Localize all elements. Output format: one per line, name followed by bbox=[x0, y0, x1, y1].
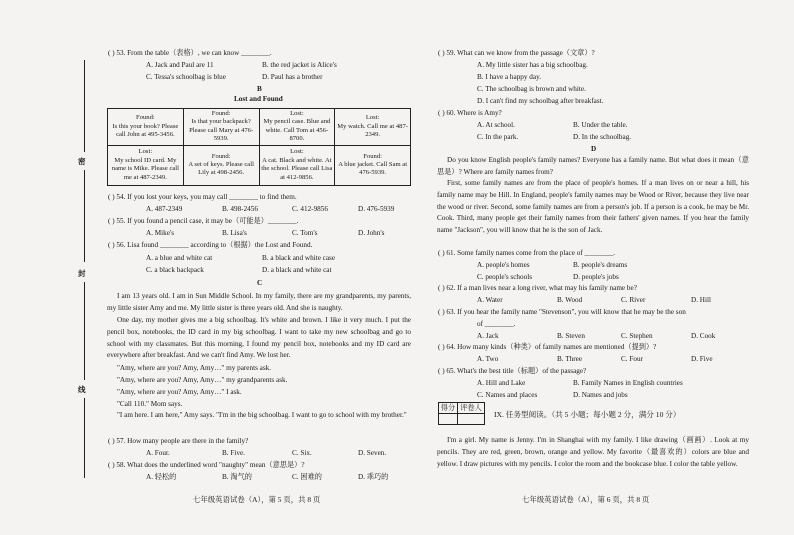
q59-option-a: A. My little sister has a big schoolbag. bbox=[477, 61, 588, 69]
q57-option-c: C. Six. bbox=[292, 449, 312, 457]
passage-c-line-3: "Amy, where are you? Amy, Amy…" my parents ask. bbox=[117, 364, 272, 372]
passage-d-paragraph-2: First, some family names are from the place of people's homes. If a man lives on or near a hill, his family name may be Hill. In England, people's family names may be Wood or River, because they live near the wood or river. Second, some family names are from a person's job. If a person is a cook, he may be Mr. Cook. Third, many people get their family names from their fathers' given names. If you hear the family name "Jackson", you will know that he is the son of Jack. bbox=[437, 179, 749, 235]
lost-and-found-table bbox=[107, 108, 411, 186]
q55-option-a: A. Mike's bbox=[146, 229, 175, 237]
q60-option-a: A. At school. bbox=[477, 121, 515, 129]
question-65-stem: ( ) 65. What's the best title（标题）of the passage? bbox=[438, 367, 587, 375]
q56-option-a: A. a blue and white cat bbox=[146, 254, 213, 262]
q63-option-a: A. Jack bbox=[477, 332, 499, 340]
q53-option-c: C. Tessa's schoolbag is blue bbox=[146, 73, 226, 81]
passage-d-paragraph-1: Do you know English people's family names? Everyone has a family name. But what does it mean（意思是）? Where are family names from? bbox=[437, 156, 749, 176]
question-58-stem: ( ) 58. What does the underlined word "naughty" mean（意思是）? bbox=[108, 461, 305, 469]
q62-option-b: B. Wood bbox=[557, 296, 583, 304]
q53-option-a: A. Jack and Paul are 11 bbox=[146, 61, 214, 69]
q60-option-b: B. Under the table. bbox=[573, 121, 628, 129]
q65-option-a: A. Hill and Lake bbox=[477, 379, 526, 387]
q62-option-c: C. River bbox=[621, 296, 646, 304]
section-b-title: Lost and Found bbox=[234, 95, 283, 103]
q56-option-d: D. a black and white cat bbox=[262, 266, 332, 274]
table-cell: Found: Is this your book? Please call John at 495-3456. bbox=[108, 109, 184, 146]
q62-option-a: A. Water bbox=[477, 296, 503, 304]
table-cell: Lost: My watch. Call me at 487-2349. bbox=[335, 109, 411, 146]
score-box bbox=[438, 402, 485, 425]
grader-label: 评卷人 bbox=[458, 403, 485, 414]
section-d-letter: D bbox=[591, 145, 597, 153]
passage-c-line-4: "Amy, where are you? Amy, Amy…" my grandparents ask. bbox=[117, 376, 288, 384]
q61-option-b: B. people's dreams bbox=[573, 261, 628, 269]
passage-9: I'm a girl. My name is Jenny. I'm in Shanghai with my family. I like drawing（画画）. Look at my pencils. They are red, green, brown, orange and yellow. My favorite（最喜欢的）colors are blue and yellow. I draw pictures with my pencils. I color the room and the bookcase blue. I color the table yellow. bbox=[437, 436, 749, 468]
table-cell: Lost: A cat. Black and white. At the school. Please call Lisa at 412-9856. bbox=[259, 145, 335, 185]
question-64-stem: ( ) 64. How many kinds（种类）of family names are mentioned（提到）? bbox=[438, 343, 657, 351]
question-63-stem-continued: of ________. bbox=[477, 320, 516, 328]
section-9-heading: IX. 任务型阅读。（共 5 小题；每小题 2 分，满分 10 分） bbox=[494, 410, 681, 419]
q61-option-c: C. people's schools bbox=[477, 273, 532, 281]
q54-option-a: A. 487-2349 bbox=[146, 205, 183, 213]
passage-c-line-6: "Call 110." Mom says. bbox=[117, 400, 183, 408]
question-59-stem: ( ) 59. What can we know from the passage（文章）? bbox=[438, 49, 595, 57]
q55-option-b: B. Lisa's bbox=[222, 229, 247, 237]
question-57-stem: ( ) 57. How many people are there in the family? bbox=[108, 437, 249, 445]
q60-option-d: D. In the schoolbag. bbox=[573, 133, 632, 141]
q60-option-c: C. In the park. bbox=[477, 133, 519, 141]
binding-mark-2: 封 bbox=[78, 269, 86, 278]
binding-line bbox=[84, 282, 85, 380]
question-60-stem: ( ) 60. Where is Amy? bbox=[438, 109, 502, 117]
q56-option-b: B. a black and white case bbox=[262, 254, 336, 262]
q57-option-d: D. Seven. bbox=[358, 449, 387, 457]
grader-cell bbox=[458, 414, 485, 425]
q58-option-c: C. 困难的 bbox=[292, 473, 322, 481]
binding-line bbox=[84, 60, 85, 152]
question-55-stem: ( ) 55. If you found a pencil case, it may be（可能是）________. bbox=[108, 217, 299, 225]
section-b-letter: B bbox=[257, 85, 262, 93]
q64-option-c: C. Four bbox=[621, 355, 643, 363]
q55-option-c: C. Tom's bbox=[292, 229, 318, 237]
q58-option-d: D. 乖巧的 bbox=[358, 473, 389, 481]
q65-option-b: B. Family Names in English countries bbox=[573, 379, 683, 387]
q64-option-b: B. Three bbox=[557, 355, 583, 363]
q59-option-d: D. I can't find my schoolbag after breakfast. bbox=[477, 97, 604, 105]
q64-option-d: D. Five bbox=[691, 355, 713, 363]
q59-option-c: C. The schoolbag is brown and white. bbox=[477, 85, 586, 93]
table-cell: Found: Is that your backpack? Please call Mary at 476-5939. bbox=[183, 109, 259, 146]
binding-mark-1: 密 bbox=[78, 157, 86, 166]
q56-option-c: C. a black backpack bbox=[146, 266, 204, 274]
q58-option-a: A. 轻松的 bbox=[146, 473, 177, 481]
question-63-stem: ( ) 63. If you hear the family name "Stevenson", you will know that he may be the son bbox=[438, 308, 686, 316]
passage-c-paragraph-7: "I am here. I am here," Amy says. "I'm in the big schoolbag. I want to go to school with my brother." bbox=[117, 411, 407, 419]
q63-option-b: B. Steven bbox=[557, 332, 585, 340]
q58-option-b: B. 淘气的 bbox=[222, 473, 252, 481]
q57-option-a: A. Four. bbox=[146, 449, 170, 457]
binding-mark-3: 线 bbox=[78, 385, 86, 394]
question-62-stem: ( ) 62. If a man lives near a long river, what may his family name be? bbox=[438, 284, 637, 292]
right-page-footer: 七年级英语试卷（A），第 6 页，共 8 页 bbox=[522, 495, 650, 504]
q61-option-d: D. people's jobs bbox=[573, 273, 619, 281]
q62-option-d: D. Hill bbox=[691, 296, 711, 304]
q57-option-b: B. Five. bbox=[222, 449, 245, 457]
q53-option-d: D. Paul has a brother bbox=[262, 73, 323, 81]
q54-option-c: C. 412-9856 bbox=[292, 205, 328, 213]
q59-option-b: B. I have a happy day. bbox=[477, 73, 541, 81]
score-cell bbox=[439, 414, 458, 425]
left-page-footer: 七年级英语试卷（A），第 5 页，共 8 页 bbox=[193, 495, 321, 504]
binding-line bbox=[84, 170, 85, 262]
passage-c-paragraph-2: One day, my mother gives me a big schoolbag. It's white and brown. I like it very much. I put the pencil box, notebooks, the ID card in my big schoolbag. I want to take my new schoolbag and go to school with my classmates. But this morning, I found my pencil box, notebooks and my ID card are everywhere after breakfast. And we can't find Amy. We lost her. bbox=[107, 316, 411, 360]
q63-option-d: D. Cook bbox=[691, 332, 716, 340]
passage-c-paragraph-1: I am 13 years old. I am in Sun Middle School. In my family, there are my grandparents, my parents, my little sister Amy and me. My little sister is three years old. And she is naughty. bbox=[107, 292, 411, 312]
question-54-stem: ( ) 54. If you lost your keys, you may call ________ to find them. bbox=[108, 193, 297, 201]
q64-option-a: A. Two bbox=[477, 355, 499, 363]
q55-option-d: D. John's bbox=[358, 229, 385, 237]
score-label: 得分 bbox=[439, 403, 458, 414]
q54-option-b: B. 498-2456 bbox=[222, 205, 258, 213]
q65-option-c: C. Names and places bbox=[477, 391, 538, 399]
q61-option-a: A. people's homes bbox=[477, 261, 530, 269]
q54-option-d: D. 476-5939 bbox=[358, 205, 395, 213]
q53-option-b: B. the red jacket is Alice's bbox=[262, 61, 337, 69]
passage-c-line-5: "Amy, where are you? Amy, Amy…" I ask. bbox=[117, 388, 242, 396]
question-61-stem: ( ) 61. Some family names come from the place of ________. bbox=[438, 249, 616, 257]
question-53-stem: ( ) 53. From the table（表格）, we can know ________. bbox=[108, 49, 272, 57]
question-56-stem: ( ) 56. Lisa found ________ according to（根据）the Lost and Found. bbox=[108, 241, 313, 249]
binding-line bbox=[84, 398, 85, 478]
table-cell: Found: A set of keys. Please call Lily at 498-2456. bbox=[183, 145, 259, 185]
table-cell: Found: A blue jacket. Call Sam at 476-5939. bbox=[335, 145, 411, 185]
table-cell: Lost: My pencil case. Blue and white. Call Tom at 456-8700. bbox=[259, 109, 335, 146]
table-cell: Lost: My school ID card. My name is Mike. Please call me at 487-2349. bbox=[108, 145, 184, 185]
section-c-letter: C bbox=[257, 279, 263, 287]
q65-option-d: D. Names and jobs bbox=[573, 391, 628, 399]
q63-option-c: C. Stephen bbox=[621, 332, 653, 340]
